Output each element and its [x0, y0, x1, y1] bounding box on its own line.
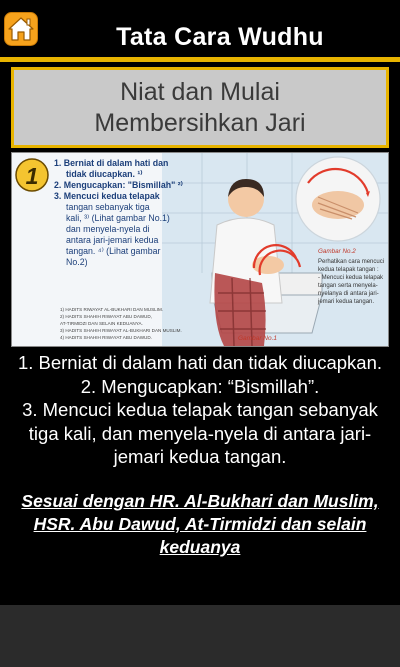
step-line: dan menyela-nyela di — [66, 224, 150, 234]
bottom-bar — [0, 605, 400, 667]
section-title-line2: Membersihkan Jari — [94, 108, 306, 137]
step-line: 1. Berniat di dalam hati dan — [54, 158, 169, 168]
caption-line: Perhatikan cara mencuci — [318, 259, 385, 265]
step-description — [6, 351, 394, 469]
wudhu-illustration-art — [12, 153, 388, 346]
footnote: 2) HADITS SHAHIH RIWAYAT ABU DAWUD, — [60, 314, 152, 319]
step-line: No.2) — [66, 257, 88, 267]
description-line3: 3. Mencuci kedua telapak tangan sebanyak tiga kali, dan menyela-nyela di antara jari-jemari kedua tangan. — [22, 399, 378, 467]
step-line: kali, ³⁾ (Lihat gambar No.1) — [66, 213, 170, 223]
home-button[interactable] — [4, 12, 38, 46]
step-number-badge: 1 — [25, 163, 39, 189]
step-line: 2. Mengucapkan: "Bismillah" ²⁾ — [54, 180, 183, 190]
section-title-line1: Niat dan Mulai — [120, 77, 280, 106]
step-line: 3. Mencuci kedua telapak — [54, 191, 160, 201]
hadith-source-link[interactable]: Sesuai dengan HR. Al-Bukhari dan Muslim, HSR. Abu Dawud, At-Tirmidzi dan selain keduanya — [21, 491, 379, 557]
gambar1-label: Gambar No.1 — [238, 335, 278, 342]
caption-line: - Mencuci kedua telapak — [318, 275, 384, 281]
home-icon — [4, 12, 38, 46]
description-line2: 2. Mengucapkan: “Bismillah”. — [80, 375, 320, 397]
app-header — [0, 0, 400, 62]
footnote: 4) HADITS SHAHIH RIWAYAT ABU DAWUD. — [60, 335, 152, 340]
app-title: Tata Cara Wudhu — [116, 23, 324, 51]
step-line: tangan. ⁴⁾ (Lihat gambar — [66, 246, 161, 256]
gambar2-label: Gambar No.2 — [318, 248, 356, 255]
step-line: antara jari-jemari kedua — [66, 235, 159, 245]
caption-line: nyelanya di antara jari- — [318, 291, 379, 297]
section-title-box — [11, 67, 389, 148]
footnote: 3) HADITS SHAHIH RIWAYAT AL-BUKHARI DAN MUSLIM. — [60, 328, 182, 333]
wudhu-illustration — [11, 152, 389, 347]
description-line1: 1. Berniat di dalam hati dan tidak diucapkan. — [17, 352, 383, 373]
caption-line: jemari kedua tangan. — [318, 299, 375, 305]
caption-line: tangan serta menyela- — [318, 283, 378, 289]
header-divider — [0, 57, 400, 62]
step-line: tangan sebanyak tiga — [66, 202, 150, 212]
caption-line: kedua telapak tangan : — [318, 267, 379, 273]
footnote: AT-TIRMIDZI DAN SELAIN KEDUANYA. — [60, 321, 143, 326]
footnote: 1) HADITS RIWAYAT AL-BUKHARI DAN MUSLIM. — [60, 307, 164, 312]
step-line: tidak diucapkan. ¹⁾ — [66, 169, 143, 179]
section-title — [94, 77, 305, 139]
